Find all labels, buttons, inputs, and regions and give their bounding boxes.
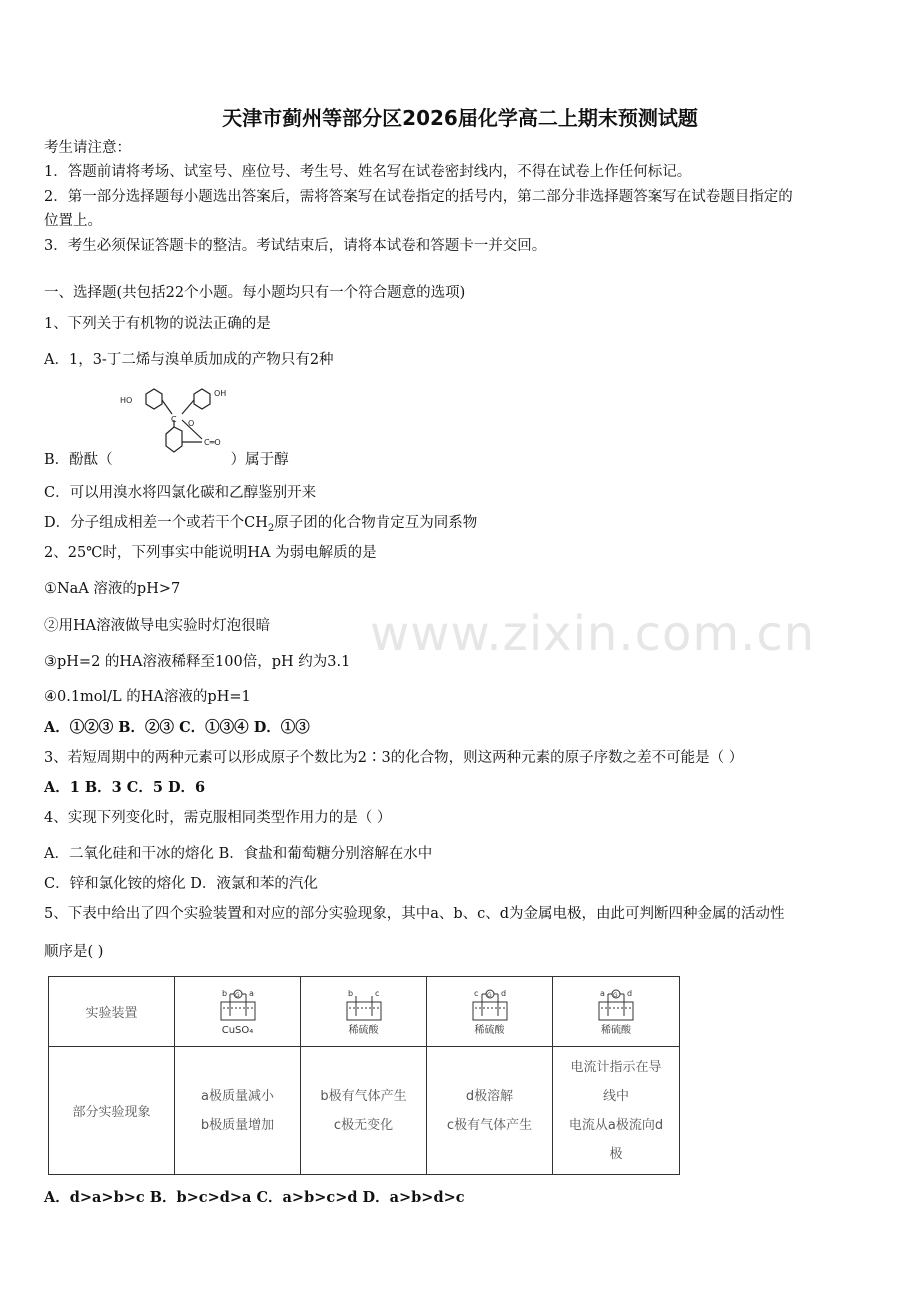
q5-stem-cont: 顺序是( ) (44, 944, 104, 960)
meter-label: G (234, 991, 240, 999)
apparatus-row (49, 977, 680, 1047)
electrode-left-label: c (473, 988, 478, 998)
q2-statement-4: ④0.1mol/L 的HA溶液的pH=1 (44, 689, 251, 705)
page-title: 天津市蓟州等部分区2026届化学高二上期末预测试题 (222, 106, 698, 130)
q4-stem: 4、实现下列变化时，需克服相同类型作用力的是（ ） (44, 810, 392, 826)
solution-label: 稀硫酸 (601, 1024, 631, 1036)
q3-options: A．1 B．3 C．5 D．6 (44, 779, 206, 796)
q1-stem: 1、下列关于有机物的说法正确的是 (44, 316, 271, 332)
structure-label-o: O (188, 419, 195, 428)
phenomena-cell-4 (553, 1047, 680, 1175)
q5-options: A．d>a>b>c B．b>c>d>a C．a>b>c>d D．a>b>d>c (44, 1189, 465, 1206)
phenomenon-text: 电流计指示在导 (570, 1059, 662, 1075)
structure-label-co: C═O (204, 438, 221, 447)
solution-label: 稀硫酸 (474, 1024, 505, 1036)
apparatus-cell-2 (301, 977, 427, 1047)
q3-stem: 3、若短周期中的两种元素可以形成原子个数比为2∶3的化合物，则这两种元素的原子序数之差不可能是（ ） (44, 750, 744, 766)
apparatus-header: 实验装置 (49, 977, 175, 1047)
phenomena-cell-2 (301, 1047, 427, 1175)
q4-options-cd: C．锌和氯化铵的熔化 D．液氯和苯的汽化 (44, 876, 318, 892)
notice-heading: 考生请注意： (44, 140, 131, 156)
galvanic-cell-icon (213, 988, 263, 1026)
phenomenon-text: c极无变化 (333, 1117, 394, 1133)
q4-options-ab: A．二氧化硅和干冰的熔化 B．食盐和葡萄糖分别溶解在水中 (44, 846, 433, 862)
q2-options: A．①②③ B．②③ C．①③④ D．①③ (44, 719, 310, 736)
q1-option-c: C．可以用溴水将四氯化碳和乙醇鉴别开来 (44, 485, 317, 501)
q1-option-d-sub: 2 (267, 522, 275, 534)
electrode-right-label: c (374, 988, 379, 998)
phenomena-header: 部分实验现象 (49, 1047, 175, 1175)
phenomenon-text: 线中 (602, 1088, 629, 1104)
phenomenon-text: d极溶解 (465, 1088, 514, 1104)
phenomena-row (49, 1047, 680, 1175)
phenomenon-text: b极质量增加 (200, 1117, 275, 1133)
phenomenon-text: b极有气体产生 (320, 1088, 407, 1104)
apparatus-cell-3 (427, 977, 553, 1047)
solution-label: CuSO₄ (221, 1024, 254, 1036)
q1-option-d (44, 514, 477, 538)
galvanic-cell-icon (465, 988, 515, 1026)
electrode-left-label: b (347, 988, 353, 998)
q1-option-a: A．1，3-丁二烯与溴单质加成的产物只有2种 (44, 352, 334, 368)
q1-option-b (44, 451, 289, 469)
q2-stem: 2、25℃时，下列事实中能说明HA 为弱电解质的是 (44, 545, 377, 561)
q1-option-d-prefix: D．分子组成相差一个或若干个CH (44, 515, 268, 531)
meter-label: G (613, 991, 618, 999)
structure-label-oh: OH (214, 389, 227, 398)
phenomenon-text: a极质量减小 (201, 1088, 274, 1104)
notice-item-2-cont: 位置上。 (44, 213, 102, 229)
apparatus-cell-4 (553, 977, 680, 1047)
phenomenon-text: c极有气体产生 (446, 1117, 533, 1133)
notice-item-2: 2．第一部分选择题每小题选出答案后，需将答案写在试卷指定的括号内，第二部分非选择题答案写在试卷题目指定的 (44, 189, 793, 205)
phenomenon-text: 电流从a极流向d (568, 1117, 664, 1133)
solution-label: 稀硫酸 (348, 1024, 379, 1036)
meter-label: G (486, 991, 492, 999)
q2-statement-1: ①NaA 溶液的pH>7 (44, 581, 181, 597)
experiment-table (48, 976, 680, 1175)
phenomena-cell-3 (427, 1047, 553, 1175)
electrode-right-label: d (500, 988, 506, 998)
q1-option-d-suffix: 原子团的化合物肯定互为同系物 (274, 515, 478, 531)
notice-item-1: 1．答题前请将考场、试室号、座位号、考生号、姓名写在试卷密封线内，不得在试卷上作任何标记。 (44, 164, 692, 180)
electrode-left-label: a (600, 988, 605, 998)
section-heading: 一、选择题(共包括22个小题。每小题均只有一个符合题意的选项) (44, 285, 466, 301)
galvanic-cell-icon (591, 988, 641, 1026)
q5-stem: 5、下表中给出了四个实验装置和对应的部分实验现象，其中a、b、c、d为金属电极，由此可判断四种金属的活动性 (44, 906, 785, 922)
q1-option-b-prefix: B．酚酞（ (44, 452, 113, 468)
watermark: www.zixin.com.cn (370, 606, 816, 662)
apparatus-cell-1 (175, 977, 301, 1047)
electrode-right-label: a (248, 988, 254, 998)
q1-option-b-suffix: ）属于醇 (230, 452, 289, 468)
structure-label-ho: HO (120, 396, 133, 405)
phenomenon-text: 极 (609, 1146, 623, 1162)
electrolysis-cell-icon (339, 988, 389, 1026)
structure-label-c: C (171, 415, 177, 424)
phenomena-cell-1 (175, 1047, 301, 1175)
electrode-right-label: d (627, 988, 633, 998)
electrode-left-label: b (221, 988, 227, 998)
q2-statement-3: ③pH=2 的HA溶液稀释至100倍，pH 约为3.1 (44, 654, 351, 670)
q2-statement-2: ②用HA溶液做导电实验时灯泡很暗 (44, 618, 271, 634)
notice-item-3: 3．考生必须保证答题卡的整洁。考试结束后，请将本试卷和答题卡一并交回。 (44, 238, 547, 254)
